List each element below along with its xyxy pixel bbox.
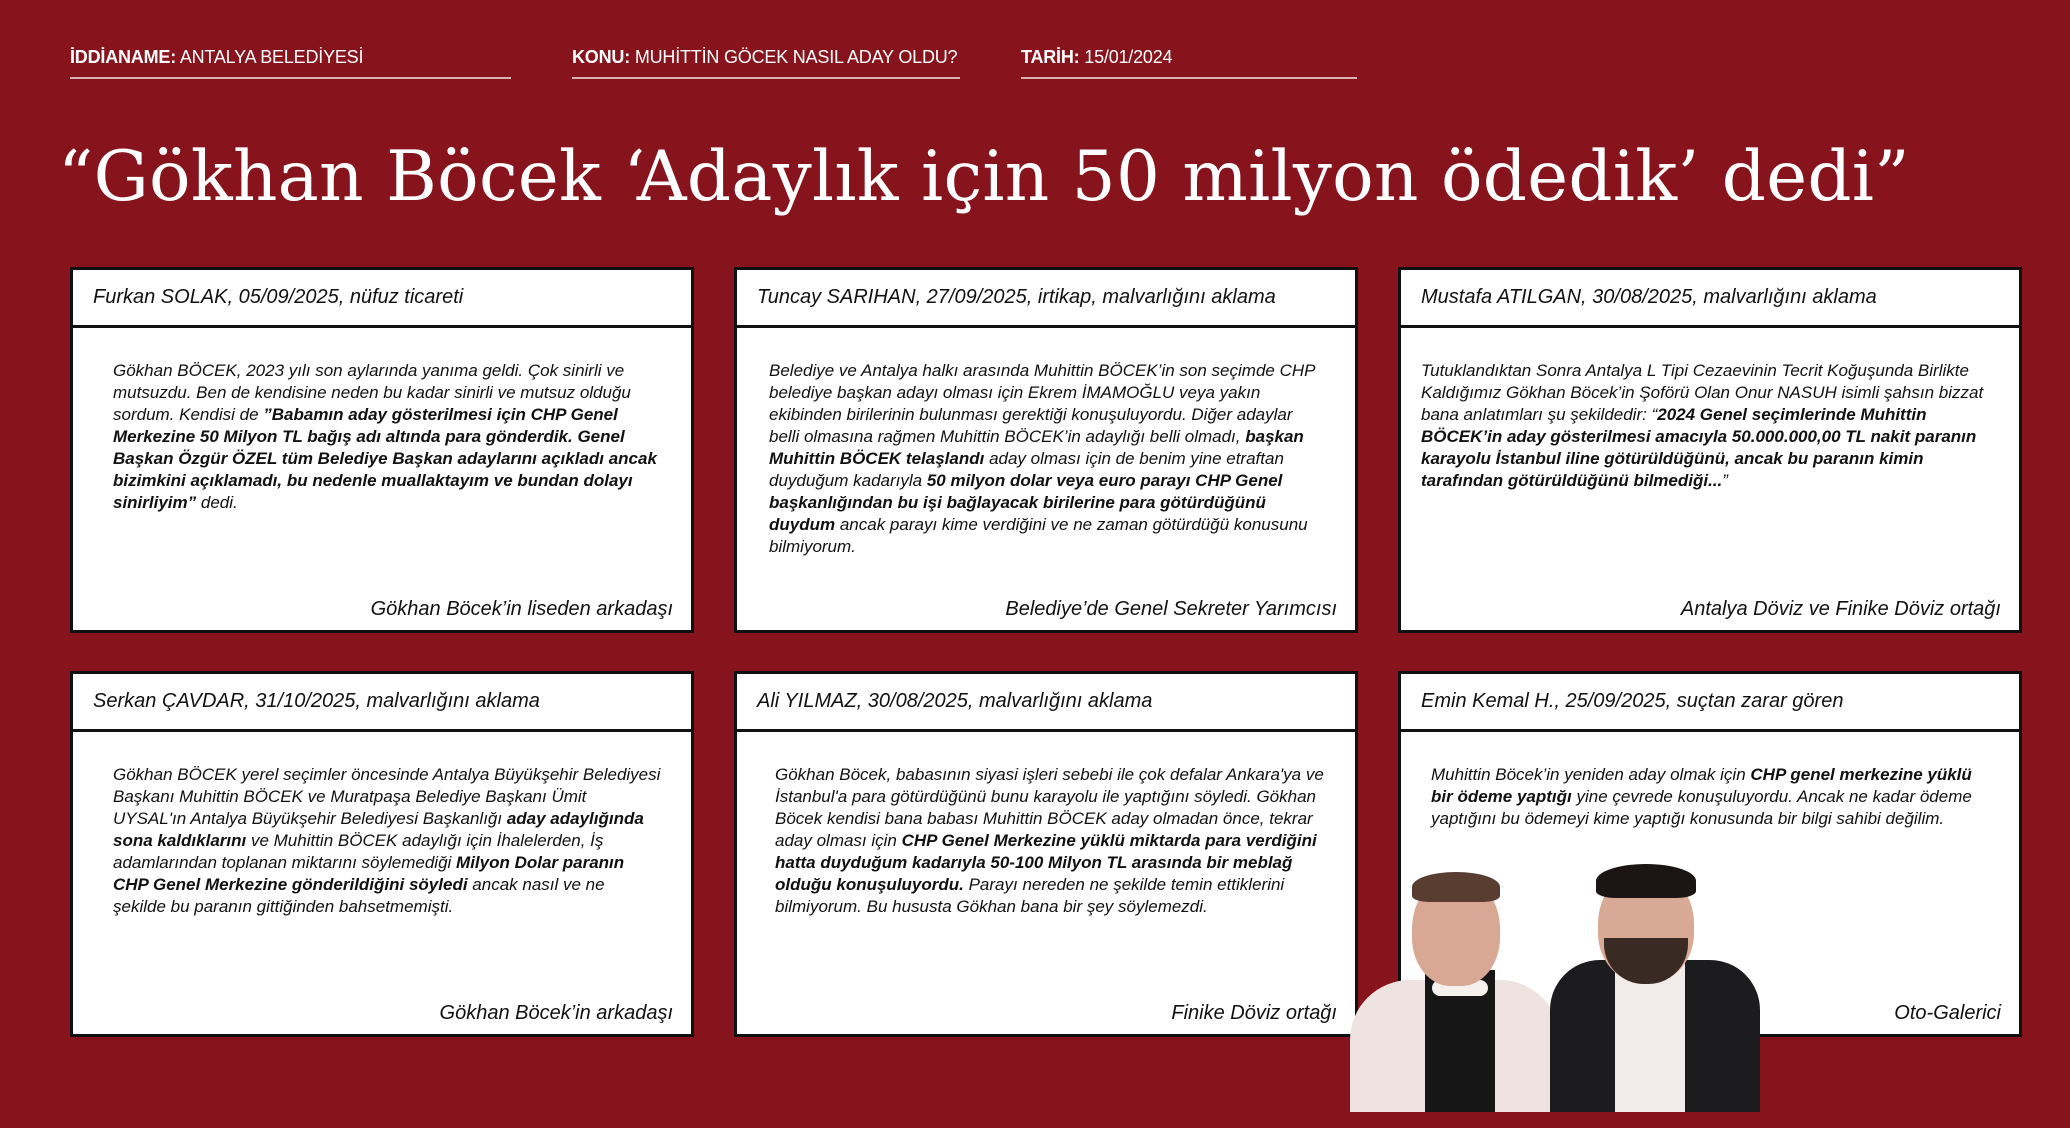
emphasized-text: başkan Muhittin BÖCEK telaşlandı [769, 427, 1304, 468]
witness-header: Furkan SOLAK, 05/09/2025, nüfuz ticareti [73, 270, 691, 328]
testimony-card [70, 671, 694, 1037]
date-field [1021, 47, 1357, 79]
witness-header: Emin Kemal H., 25/09/2025, suçtan zarar gören [1401, 674, 2019, 732]
witness-role: Finike Döviz ortağı [1171, 1002, 1337, 1024]
text-segment: ancak nasıl ve ne şekilde bu paranın gittiğinden bahsetmemişti. [113, 875, 605, 916]
text-segment: Tutuklandıktan Sonra Antalya L Tipi Cezaevinin Tecrit Koğuşunda Birlikte Kaldığımız Gökhan Böcek’in Şoförü Olan Onur NASUH isimli şahsın bizzat bana anlatımları şu şekildedir: “ [1421, 361, 1984, 424]
headline-quote: “Gökhan Böcek ‘Adaylık için 50 milyon ödedik’ dedi” [58, 137, 1910, 217]
emphasized-text: Milyon Dolar paranın CHP Genel Merkezine gönderildiğini söyledi [113, 853, 625, 894]
text-segment: dedi. [196, 493, 238, 512]
testimony-text [113, 764, 661, 918]
subject-label: KONU: [572, 47, 630, 67]
witness-header: Serkan ÇAVDAR, 31/10/2025, malvarlığını aklama [73, 674, 691, 732]
witness-role: Oto-Galerici [1894, 1002, 2001, 1024]
emphasized-text: aday adaylığında sona kaldıklarını [113, 809, 644, 850]
witness-header: Mustafa ATILGAN, 30/08/2025, malvarlığını aklama [1401, 270, 2019, 328]
text-segment: Gökhan BÖCEK yerel seçimler öncesinde Antalya Büyükşehir Belediyesi Başkanı Muhittin BÖCEK ve Muratpaşa Belediye Başkanı Ümit UYSAL'ın Antalya Büyükşehir Belediyesi Başkanlığı [113, 765, 661, 828]
witness-header: Tuncay SARIHAN, 27/09/2025, irtikap, malvarlığını aklama [737, 270, 1355, 328]
date-underline [1021, 77, 1357, 79]
testimony-card [70, 267, 694, 633]
subject-underline [572, 77, 960, 79]
testimony-card [1398, 267, 2022, 633]
testimony-text [775, 764, 1325, 918]
testimony-text [113, 360, 661, 514]
witness-role: Belediye’de Genel Sekreter Yarımcısı [1005, 598, 1337, 620]
emphasized-text: ”Babamın aday gösterilmesi için CHP Genel Merkezine 50 Milyon TL bağış adı altında para gönderdik. Genel Başkan Özgür ÖZEL tüm Belediye Başkan adaylarını açıkladı ancak bizimkini açıklamadı, bu nedenle muallaktayım ve bundan dolayı sinirliyim” [113, 405, 657, 512]
person-white-suit [1340, 850, 1560, 1112]
witness-role: Antalya Döviz ve Finike Döviz ortağı [1680, 598, 2001, 620]
subject-field [572, 47, 960, 79]
portrait-photo [1340, 850, 1770, 1112]
subject-value: MUHİTTİN GÖCEK NASIL ADAY OLDU? [634, 47, 958, 67]
indictment-value: ANTALYA BELEDİYESİ [179, 47, 364, 67]
text-segment: ancak parayı kime verdiğini ve ne zaman götürdüğü konusunu bilmiyorum. [769, 515, 1308, 556]
witness-role: Gökhan Böcek’in arkadaşı [439, 1002, 673, 1024]
emphasized-text: 2024 Genel seçimlerinde Muhittin BÖCEK’in aday gösterilmesi amacıyla 50.000.000,00 TL nakit paranın karayolu İstanbul iline götürüldüğünü, ancak bu paranın kimin tarafından götürüldüğünü bilmediği... [1421, 405, 1977, 490]
emphasized-text: CHP Genel Merkezine yüklü miktarda para verdiğini hatta duyduğum kadarıyla 50-100 Milyon TL arasında bir meblağ olduğu konuşuluyordu. [775, 831, 1317, 894]
testimony-card [734, 267, 1358, 633]
text-segment: ” [1722, 471, 1728, 490]
indictment-label: İDDİANAME: [70, 47, 176, 67]
date-value: 15/01/2024 [1084, 47, 1173, 67]
testimony-text [1421, 360, 1989, 492]
testimony-text [1431, 764, 1989, 830]
testimony-text [769, 360, 1325, 558]
witness-role: Gökhan Böcek’in liseden arkadaşı [370, 598, 673, 620]
testimony-card [734, 671, 1358, 1037]
person-dark-jacket [1540, 850, 1770, 1112]
indictment-field [70, 47, 511, 79]
emphasized-text: CHP genel merkezine yüklü bir ödeme yaptığı [1431, 765, 1972, 806]
text-segment: ve Muhittin BÖCEK adaylığı için İhalelerden, İş adamlarından toplanan miktarını söylemediği [113, 831, 604, 872]
text-segment: Muhittin Böcek’in yeniden aday olmak için [1431, 765, 1751, 784]
text-segment: Belediye ve Antalya halkı arasında Muhittin BÖCEK’in son seçimde CHP belediye başkan adayı olması için Ekrem İMAMOĞLU veya yakın ekibinden birilerinin bulunması gerektiği konuşuluyordu. Diğer adaylar belli olmasına rağmen Muhittin BÖCEK’in adaylığı belli olmadı, [769, 361, 1315, 446]
indictment-underline [70, 77, 511, 79]
text-segment: aday olması için de benim yine etraftan duyduğum kadarıyla [769, 449, 1284, 490]
text-segment: yine çevrede konuşuluyordu. Ancak ne kadar ödeme yaptığını bu ödemeyi kime yaptığı konusunda bir bilgi sahibi değilim. [1431, 787, 1972, 828]
emphasized-text: 50 milyon dolar veya euro parayı CHP Genel başkanlığından bu işi bağlayacak birilerine para götürdüğünü duydum [769, 471, 1283, 534]
text-segment: Gökhan BÖCEK, 2023 yılı son aylarında yanıma geldi. Çok sinirli ve mutsuzdu. Ben de kendisine neden bu kadar sinirli ve mutsuz olduğu sordum. Kendisi de [113, 361, 631, 424]
date-label: TARİH: [1021, 47, 1080, 67]
text-segment: Gökhan Böcek, babasının siyasi işleri sebebi ile çok defalar Ankara'ya ve İstanbul'a para götürdüğünü bunu karayolu ile yaptığını söyledi. Gökhan Böcek kendisi bana babası Muhittin BÖCEK aday olmadan önce, tekrar aday olması için [775, 765, 1324, 850]
text-segment: Parayı nereden ne şekilde temin ettiklerini bilmiyorum. Bu hususta Gökhan bana bir şey söylemezdi. [775, 875, 1285, 916]
witness-header: Ali YILMAZ, 30/08/2025, malvarlığını aklama [737, 674, 1355, 732]
